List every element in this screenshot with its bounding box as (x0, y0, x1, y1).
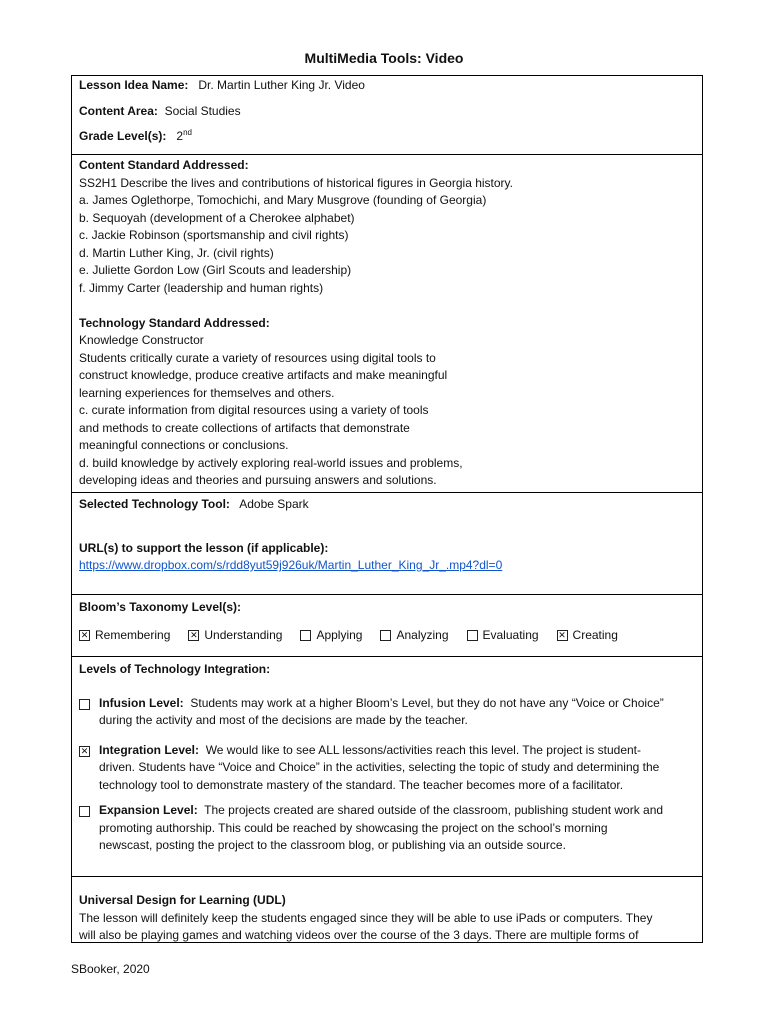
integration-line-2: driven. Students have “Voice and Choice” in the activities, selecting the topic of study and determining the (99, 760, 660, 774)
infusion-line-1: Students may work at a higher Bloom’s Level, but they do not have any “Voice or Choice” (190, 695, 664, 710)
lesson-plan-form (71, 75, 703, 943)
tech-standard-line: developing ideas and theories and pursuing answers and solutions. (79, 473, 437, 487)
infusion-checkbox[interactable] (79, 699, 90, 710)
tech-standard-line: learning experiences for themselves and others. (79, 385, 335, 400)
blooms-item-creating[interactable] (557, 627, 618, 645)
blooms-checkbox-row (79, 627, 702, 645)
url-label: URL(s) to support the lesson (if applicable): (79, 540, 329, 555)
expansion-line-3: newscast, posting the project to the classroom blog, or publishing via an outside source. (99, 838, 566, 852)
lesson-name-row (79, 77, 702, 95)
blooms-item-remembering[interactable] (79, 627, 170, 645)
content-standard-line: a. James Oglethorpe, Tomochichi, and Mary Musgrove (founding of Georgia) (79, 193, 487, 207)
content-standard-line: f. Jimmy Carter (leadership and human rights) (79, 280, 324, 295)
tech-standard-line: and methods to create collections of artifacts that demonstrate (79, 420, 410, 435)
blooms-section (72, 595, 702, 657)
blooms-checkbox[interactable]: ✕ (558, 629, 566, 640)
integration-section (72, 657, 702, 877)
blooms-checkbox[interactable] (300, 630, 311, 641)
tech-standard-list (79, 332, 702, 490)
tech-standard-line: Students critically curate a variety of resources using digital tools to (79, 350, 436, 365)
blooms-label: Applying (316, 627, 363, 642)
lesson-url-link[interactable]: https://www.dropbox.com/s/rdd8yut59j926uk/Martin_Luther_King_Jr_.mp4?dl=0 (79, 558, 503, 572)
expansion-level-item (79, 802, 702, 855)
tool-section (72, 493, 702, 595)
grade-level-label: Grade Level(s): (79, 129, 167, 143)
blooms-item-evaluating[interactable] (467, 627, 539, 645)
content-standard-line: d. Martin Luther King, Jr. (civil rights) (79, 245, 274, 260)
grade-level-row (79, 128, 702, 146)
content-standard-line: c. Jackie Robinson (sportsmanship and civil rights) (79, 228, 349, 242)
blooms-checkbox[interactable] (380, 630, 391, 641)
infusion-level-item (79, 695, 702, 730)
lesson-name-value: Dr. Martin Luther King Jr. Video (198, 78, 365, 92)
udl-section (72, 877, 702, 943)
blooms-checkbox[interactable]: ✕ (190, 629, 198, 640)
infusion-title: Infusion Level: (99, 695, 184, 710)
page-title: MultiMedia Tools: Video (304, 50, 464, 66)
udl-heading: Universal Design for Learning (UDL) (79, 893, 286, 907)
blooms-label: Evaluating (482, 627, 539, 642)
blooms-label: Analyzing (396, 627, 449, 642)
lesson-name-label: Lesson Idea Name: (79, 78, 189, 92)
blooms-heading: Bloom’s Taxonomy Level(s): (79, 600, 242, 614)
expansion-checkbox[interactable] (79, 806, 90, 817)
integration-line-3: technology tool to demonstrate mastery of the standard. The teacher becomes more of a facilitator. (99, 777, 624, 792)
integration-heading: Levels of Technology Integration: (79, 662, 271, 676)
blooms-checkbox[interactable]: ✕ (80, 629, 89, 640)
blooms-label: Understanding (204, 627, 283, 642)
integration-title: Integration Level: (99, 742, 200, 757)
tool-value: Adobe Spark (239, 497, 309, 511)
tech-standard-line: d. build knowledge by actively exploring real-world issues and problems, (79, 455, 463, 470)
expansion-line-2: promoting authorship. This could be reached by showcasing the project on the school’s morning (99, 820, 608, 835)
blooms-checkbox[interactable] (467, 630, 478, 641)
content-area-value: Social Studies (164, 103, 241, 118)
expansion-title: Expansion Level: (99, 803, 198, 817)
integration-level-item (79, 742, 702, 795)
tech-standard-heading: Technology Standard Addressed: (79, 315, 270, 330)
blooms-item-applying[interactable] (300, 627, 362, 645)
tech-standard-line: meaningful connections or conclusions. (79, 438, 289, 452)
content-standard-line: e. Juliette Gordon Low (Girl Scouts and leadership) (79, 263, 352, 277)
udl-line-2: will also be playing games and watching videos over the course of the 3 days. There are multiple forms of (79, 928, 639, 942)
content-standard-line: SS2H1 Describe the lives and contributions of historical figures in Georgia history. (79, 175, 513, 190)
expansion-line-1: The projects created are shared outside of the classroom, publishing student work and (204, 803, 664, 817)
blooms-item-understanding[interactable] (188, 627, 282, 645)
tech-standard-line: c. curate information from digital resources using a variety of tools (79, 403, 429, 417)
blooms-label: Remembering (95, 627, 171, 642)
tech-standard-line: Knowledge Constructor (79, 333, 204, 347)
footer-credit: SBooker, 2020 (71, 962, 150, 976)
grade-level-value: 2 (176, 129, 184, 143)
blooms-item-analyzing[interactable] (380, 627, 448, 645)
content-area-label: Content Area: (79, 103, 158, 118)
standards-section (72, 155, 702, 493)
content-standard-list (79, 175, 702, 298)
lesson-info-section (72, 77, 702, 155)
infusion-line-2: during the activity and most of the decisions are made by the teacher. (99, 713, 468, 727)
content-standard-line: b. Sequoyah (development of a Cherokee alphabet) (79, 210, 355, 225)
tool-label: Selected Technology Tool: (79, 497, 230, 511)
content-standard-heading: Content Standard Addressed: (79, 158, 249, 172)
blooms-label: Creating (572, 627, 618, 642)
grade-level-suffix: nd (183, 128, 192, 137)
tech-standard-line: construct knowledge, produce creative artifacts and make meaningful (79, 368, 448, 382)
udl-line-1: The lesson will definitely keep the students engaged since they will be able to use iPads or computers. They (79, 910, 653, 925)
integration-checkbox[interactable]: ✕ (80, 745, 89, 756)
integration-line-1: We would like to see ALL lessons/activities reach this level. The project is student- (205, 742, 642, 757)
content-area-row (79, 103, 702, 121)
tool-row (79, 496, 702, 514)
